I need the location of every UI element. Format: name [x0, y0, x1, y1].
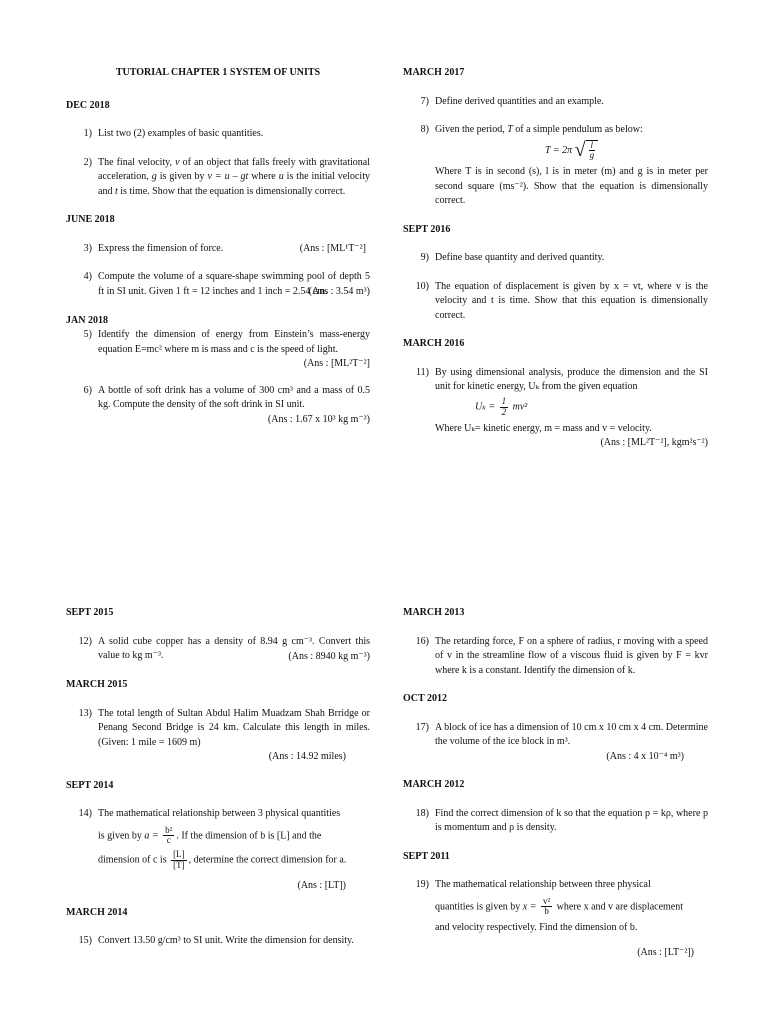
answer-6: (Ans : 1.67 x 10³ kg m⁻³) [267, 413, 370, 425]
question-7: 7) Define derived quantities and an example. [420, 95, 604, 107]
question-16: 16) The retarding force, F on a sphere of radius, r moving with a speed of v in the streamline flow of a viscous fluid is given by F = kvr where k is a constant. Identify the dimension of k. [415, 635, 708, 676]
top-left-column [66, 66, 370, 427]
question-17: 17) A block of ice has a dimension of 10 cm x 10 cm x 4 cm. Determine the volume of the ice block in m³. (Ans : 4 x 10⁻⁴ m³) [403, 721, 708, 765]
section-march-2012: MARCH 2012 [403, 779, 465, 790]
answer-12: (Ans : 8940 kg m⁻³) [288, 650, 370, 662]
question-5: 5) Identify the dimension of energy from Einstein’s mass-energy equation E=mc² where m is mass and c is the speed of light. (Ans : [ML²T⁻²] [66, 328, 370, 372]
section-june-2018: JUNE 2018 [66, 214, 115, 225]
answer-4: (Ans : 3.54 m³) [308, 286, 370, 297]
section-sept-2011: SEPT 2011 [403, 850, 450, 862]
answer-17: (Ans : 4 x 10⁻⁴ m³) [606, 750, 684, 762]
section-sept-2014: SEPT 2014 [66, 779, 114, 791]
answer-14: (Ans : [LT]) [297, 880, 346, 892]
answer-19: (Ans : [LT⁻²]) [637, 946, 694, 958]
page-bottom [0, 596, 768, 1024]
question-11: 11) By using dimensional analysis, produce the dimension and the SI unit for kinetic energy, Uₖ from the given equation Uₖ = $\frac{1}{2}$ mv² Where Uₖ= kinetic energy, m = mass and v = velocity. (Ans : [ML²T⁻²], kgm²s⁻²) [403, 366, 708, 451]
question-12: 12) A solid cube copper has a density of 8.94 g cm⁻³. Convert this value to kg m⁻³. (Ans : 8940 kg m⁻³) [66, 635, 370, 665]
doc-title: TUTORIAL CHAPTER 1 SYSTEM OF UNITS [115, 67, 321, 78]
question-18: 18) Find the correct dimension of k so that the equation p = kρ, where p is momentum and ρ is density. [415, 807, 708, 833]
question-19: 19) The mathematical relationship between three physical quantities is given by x = $\frac{\text{v²}}{b}$ where x and v are displacement and velocity respectively. Find the dimension of b. (Ans : [LT⁻²]) [403, 878, 708, 960]
section-oct-2012: OCT 2012 [403, 693, 447, 704]
question-2: 2) The final velocity, v of an object that falls freely with gravitational acceleration, g is given by v = u – gt where u is the initial velocity and t is time. Show that the equation is dimensionally correct. [83, 156, 371, 197]
section-sept-2016: SEPT 2016 [403, 223, 451, 235]
answer-3: (Ans : [ML¹T⁻²] [299, 242, 366, 254]
answer-11: (Ans : [ML²T⁻²], kgm²s⁻²) [600, 437, 708, 449]
question-9: 9) Define base quantity and derived quantity. [420, 252, 605, 264]
answer-13: (Ans : 14.92 miles) [268, 751, 346, 762]
section-march-2013: MARCH 2013 [403, 607, 465, 618]
bottom-left-column [66, 606, 370, 949]
section-dec-2018: DEC 2018 [66, 99, 110, 111]
question-14: 14) The mathematical relationship between 3 physical quantities is given by a = $\frac{\text{b²}}{c}$ . If the dimension of b is [L] and the dimension of c is $\frac{[L]}{[T]}$ , determine the correct dimension for a. (Ans : [LT]) [66, 807, 370, 894]
top-right-column [403, 66, 708, 451]
section-march-2014: MARCH 2014 [66, 906, 128, 918]
section-march-2015: MARCH 2015 [66, 679, 128, 690]
section-jan-2018: JAN 2018 [66, 314, 108, 326]
question-1: 1) List two (2) examples of basic quantities. [83, 128, 264, 139]
section-sept-2015: SEPT 2015 [66, 607, 114, 618]
answer-5: (Ans : [ML²T⁻²] [303, 358, 370, 369]
question-6: 6) A bottle of soft drink has a volume of 300 cm³ and a mass of 0.5 kg. Compute the density of the soft drink in SI unit. (Ans : 1.67 x 10³ kg m⁻³) [66, 384, 370, 428]
section-march-2016: MARCH 2016 [403, 338, 465, 350]
pendulum-formula: T = 2π √ $\frac{l}{g}$ [435, 140, 708, 162]
section-march-2017: MARCH 2017 [403, 67, 465, 78]
question-13: 13) The total length of Sultan Abdul Halim Muadzam Shah Brridge or Penang Second Bridge is 24 km. Calculate this length in miles. (Given: 1 mile = 1609 m) (Ans : 14.92 miles) [66, 707, 370, 765]
question-3: 3) Express the fimension of force. (Ans : [ML¹T⁻²] [66, 242, 370, 257]
bottom-right-column [403, 606, 708, 960]
question-4: 4) Compute the volume of a square-shape swimming pool of depth 5 ft in SI unit. Given 1 ft = 12 inches and 1 inch = 2.54 cm. (Ans : 3.54 m³) [66, 270, 370, 300]
kinetic-energy-formula: Uₖ = $\frac{1}{2}$ mv² [475, 395, 528, 417]
question-10: 10) The equation of displacement is given by x = vt, where v is the velocity and t is time. Show that this equation is dimensionally correct. [415, 280, 708, 321]
question-15: 15) Convert 13.50 g/cm³ to SI unit. Write the dimension for density. [78, 935, 354, 947]
question-8: 8) Given the period, T of a simple pendulum as below: T = 2π √ $\frac{l}{g}$ Where T is in second (s), l is in meter (m) and g is in meter per second square (ms⁻²). Show that the equation is dimensionally correct. [420, 124, 708, 207]
